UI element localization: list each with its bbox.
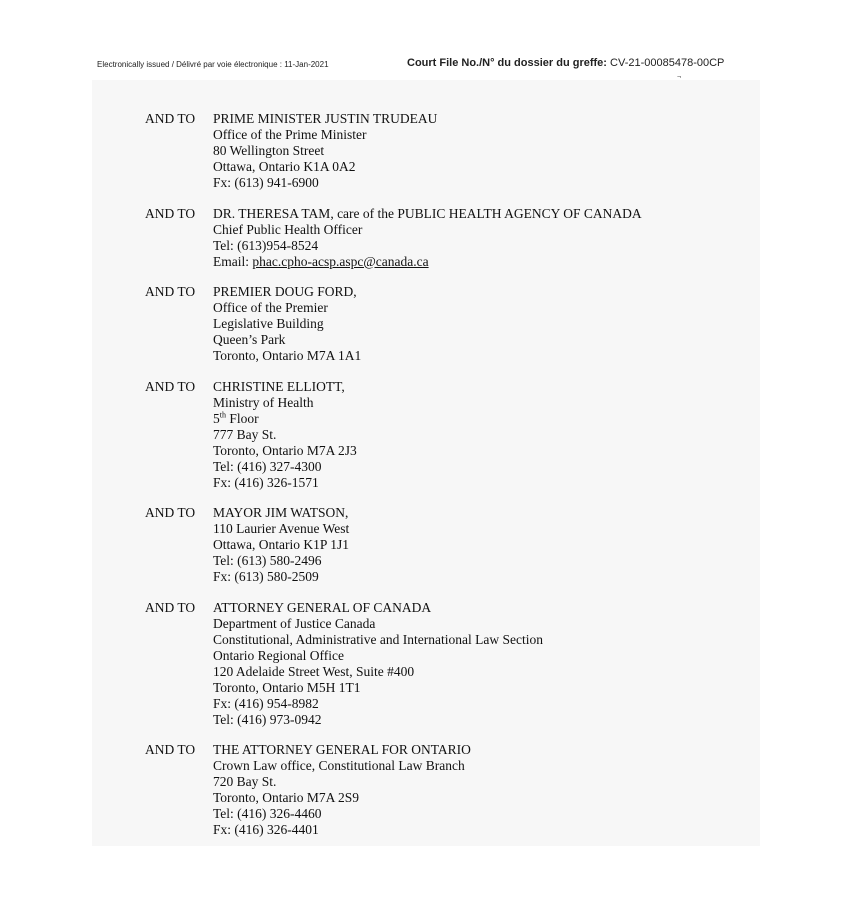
fax-line: Fx: (416) 326-1571 xyxy=(213,474,319,490)
service-entry xyxy=(145,505,745,585)
entry-address xyxy=(213,600,543,728)
fax-line: Fx: (613) 580-2509 xyxy=(213,569,319,584)
entry-label: AND TO xyxy=(145,505,196,520)
phone-line: Tel: (416) 327-4300 xyxy=(213,458,322,474)
address-line: Toronto, Ontario M5H 1T1 xyxy=(213,679,361,695)
entry-label: AND TO xyxy=(145,205,196,221)
service-entry xyxy=(145,111,745,191)
entry-label: AND TO xyxy=(145,599,196,615)
court-file-header xyxy=(407,57,724,69)
entry-address xyxy=(213,505,349,585)
floor-line xyxy=(213,411,357,427)
address-line: 80 Wellington Street xyxy=(213,143,325,158)
fax-line: Fx: (613) 941-6900 xyxy=(213,175,319,190)
recipient-name: MAYOR JIM WATSON, xyxy=(213,505,349,520)
issued-stamp: Electronically issued / Délivré par voie électronique : 11-Jan-2021 xyxy=(97,60,329,69)
floor-ordinal: th xyxy=(219,410,226,419)
entry-address xyxy=(213,379,357,491)
fax-line: Fx: (416) 954-8982 xyxy=(213,695,319,711)
address-line: Toronto, Ontario M7A 1A1 xyxy=(213,348,362,363)
address-line: Legislative Building xyxy=(213,316,324,331)
recipient-name: ATTORNEY GENERAL OF CANADA xyxy=(213,599,432,615)
address-line: Ottawa, Ontario K1P 1J1 xyxy=(213,537,349,552)
fax-line: Fx: (416) 326-4401 xyxy=(213,822,319,837)
phone-line: Tel: (613)954-8524 xyxy=(213,237,319,253)
entry-address xyxy=(213,742,471,838)
address-line: Ministry of Health xyxy=(213,394,314,410)
service-entry xyxy=(145,284,745,364)
entry-label: AND TO xyxy=(145,111,196,126)
address-line: Department of Justice Canada xyxy=(213,615,376,631)
recipient-name: DR. THERESA TAM, care of the PUBLIC HEALTH AGENCY OF CANADA xyxy=(213,205,642,221)
address-line: 777 Bay St. xyxy=(213,426,277,442)
address-line: 120 Adelaide Street West, Suite #400 xyxy=(213,663,415,679)
address-line: Office of the Prime Minister xyxy=(213,127,367,142)
address-line: Ottawa, Ontario K1A 0A2 xyxy=(213,159,356,174)
court-file-label: Court File No./N° du dossier du greffe: xyxy=(407,57,607,69)
entry-label: AND TO xyxy=(145,284,196,299)
entry-address xyxy=(213,206,642,270)
service-entry xyxy=(145,206,745,270)
address-line: Toronto, Ontario M7A 2J3 xyxy=(213,442,357,458)
entry-label: AND TO xyxy=(145,742,196,757)
address-line: 720 Bay St. xyxy=(213,774,277,789)
recipient-name: PRIME MINISTER JUSTIN TRUDEAU xyxy=(213,111,438,126)
phone-line: Tel: (416) 326-4460 xyxy=(213,806,322,821)
recipient-name: CHRISTINE ELLIOTT, xyxy=(213,378,345,394)
entry-address xyxy=(213,284,361,364)
corner-mark: ¬ xyxy=(677,74,682,81)
address-line: Crown Law office, Constitutional Law Branch xyxy=(213,758,465,773)
recipient-name: PREMIER DOUG FORD, xyxy=(213,284,357,299)
email-link[interactable]: phac.cpho-acsp.aspc@canada.ca xyxy=(252,253,429,269)
email-line xyxy=(213,254,642,270)
floor-number: 5 xyxy=(213,410,220,426)
address-line: 110 Laurier Avenue West xyxy=(213,521,350,536)
court-file-number: CV-21-00085478-00CP xyxy=(610,57,725,69)
entry-label: AND TO xyxy=(145,378,196,394)
address-line: Toronto, Ontario M7A 2S9 xyxy=(213,790,360,805)
recipient-name: THE ATTORNEY GENERAL FOR ONTARIO xyxy=(213,742,471,757)
address-line: Ontario Regional Office xyxy=(213,647,344,663)
floor-text: Floor xyxy=(225,410,259,426)
service-entry xyxy=(145,379,745,491)
address-line: Office of the Premier xyxy=(213,300,328,315)
phone-line: Tel: (416) 973-0942 xyxy=(213,711,322,727)
address-line: Constitutional, Administrative and International Law Section xyxy=(213,631,543,647)
service-entry xyxy=(145,600,745,728)
entry-address xyxy=(213,111,437,191)
service-entry xyxy=(145,742,745,838)
email-prefix: Email: xyxy=(213,253,253,269)
address-line: Queen’s Park xyxy=(213,332,286,347)
service-list xyxy=(145,111,745,853)
phone-line: Tel: (613) 580-2496 xyxy=(213,553,322,568)
address-line: Chief Public Health Officer xyxy=(213,221,363,237)
